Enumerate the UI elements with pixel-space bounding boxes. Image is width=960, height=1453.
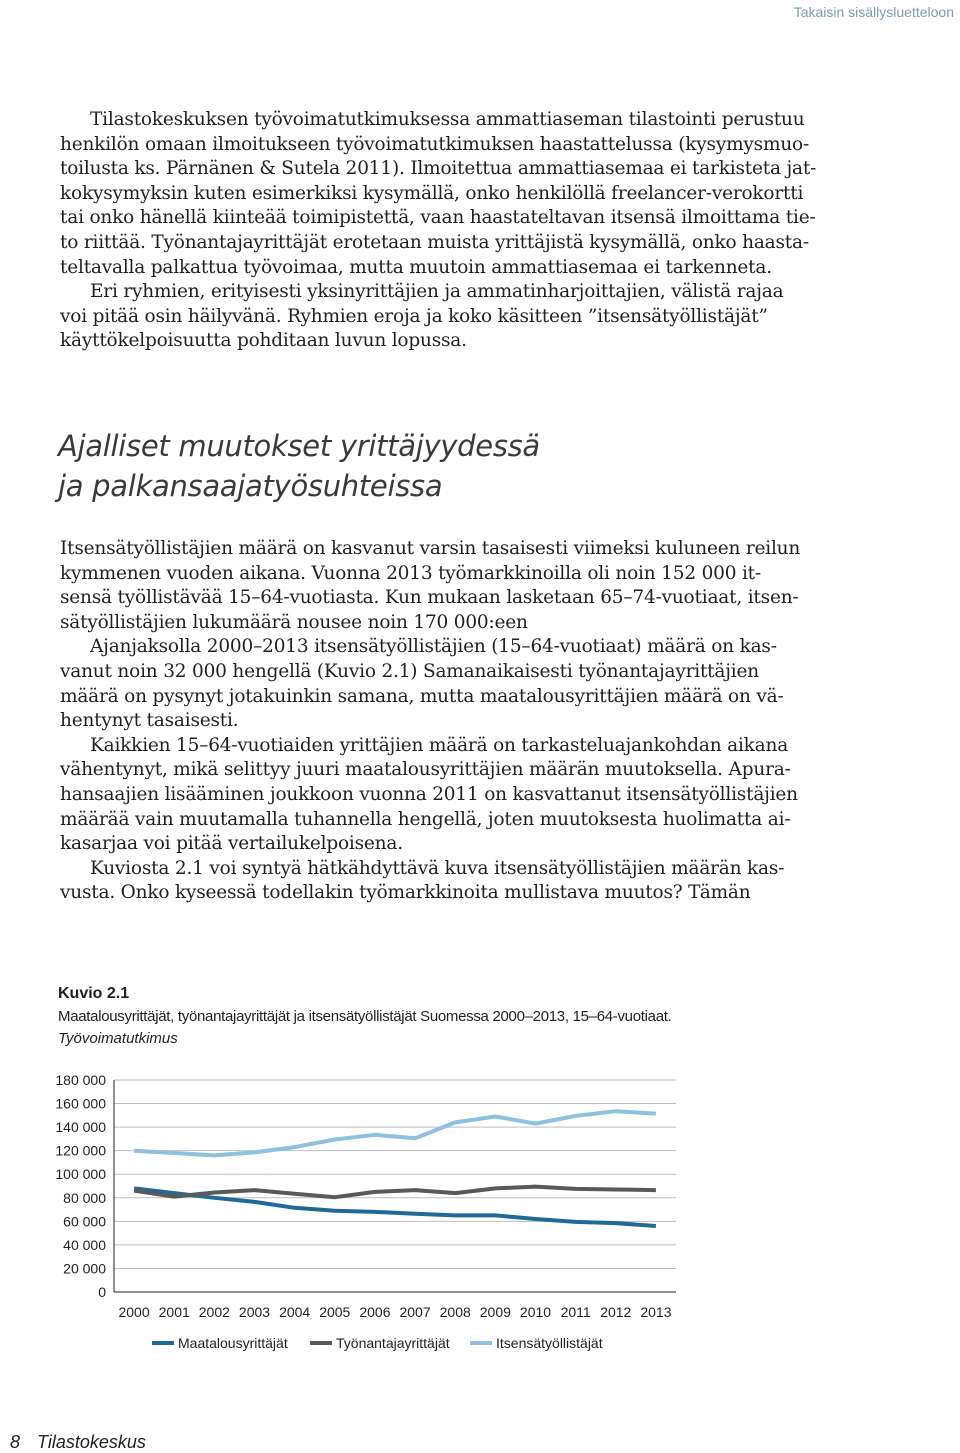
text-line: kymmenen vuoden aikana. Vuonna 2013 työmarkkinoilla oli noin 152 000 it-: [60, 562, 761, 584]
text-line: vusta. Onko kyseessä todellakin työmarkkinoita mullistava muutos? Tämän: [60, 882, 751, 904]
x-tick-label: 2003: [238, 1304, 271, 1320]
line-chart: [0, 1060, 720, 1370]
figure-caption: Maatalousyrittäjät, työnantajayrittäjät ja itsensätyöllistäjät Suomessa 2000–2013, 15–64-vuotiaat.: [58, 1008, 672, 1025]
x-tick-label: 2007: [399, 1304, 431, 1320]
text-line: kasarjaa voi pitää vertailukelpoisena.: [60, 833, 403, 855]
page-footer: [10, 1432, 146, 1453]
x-tick-label: 2008: [439, 1304, 471, 1320]
y-tick-label: 80 000: [63, 1189, 106, 1206]
text-line: sensä työllistävää 15–64-vuotiasta. Kun mukaan lasketaan 65–74-vuotiaat, itsen-: [60, 587, 799, 609]
figure-number: Kuvio 2.1: [58, 985, 130, 1002]
text-line: hentynyt tasaisesti.: [60, 710, 239, 732]
x-tick-label: 2002: [198, 1304, 230, 1320]
text-line: Itsensätyöllistäjien määrä on kasvanut varsin tasaisesti viimeksi kuluneen reilun: [60, 538, 801, 559]
text-line: määrä on pysynyt jotakuinkin samana, mutta maatalousyrittäjien määrä on vä-: [60, 685, 784, 707]
text-line: vähentynyt, mikä selittyy juuri maatalousyrittäjien määrän muutoksella. Apura-: [60, 759, 791, 781]
text-line: sätyöllistäjien lukumäärä nousee noin 170 000:een: [60, 611, 528, 633]
text-line: voi pitää osin häilyvänä. Ryhmien eroja ja koko käsitteen ”itsensätyöllistäjät”: [60, 305, 768, 327]
x-tick-label: 2000: [118, 1304, 150, 1320]
text-line: käyttökelpoisuutta pohditaan luvun lopussa.: [60, 330, 467, 352]
x-tick-label: 2006: [359, 1304, 391, 1320]
page-number: 8: [10, 1432, 21, 1452]
x-tick-label: 2010: [519, 1304, 552, 1320]
text-line: määrää vain muutamalla tuhannella hengellä, joten muutoksesta huolimatta ai-: [60, 808, 791, 830]
x-tick-label: 2005: [319, 1304, 351, 1320]
y-tick-label: 0: [98, 1284, 106, 1300]
legend-label: Itsensätyöllistäjät: [496, 1335, 603, 1351]
legend-label: Työnantajayrittäjät: [336, 1335, 450, 1351]
x-tick-label: 2012: [600, 1304, 632, 1320]
y-tick-label: 140 000: [55, 1119, 106, 1136]
series-line: [134, 1111, 656, 1155]
text-line: Eri ryhmien, erityisesti yksinyrittäjien ja ammatinharjoittajien, välistä rajaa: [90, 281, 784, 303]
section-heading-line: Ajalliset muutokset yrittäjyydessä: [58, 429, 540, 463]
body-paragraph: [60, 537, 822, 906]
text-line: Ajanjaksolla 2000–2013 itsensätyöllistäjien (15–64-vuotiaat) määrä on kas-: [90, 636, 777, 658]
text-line: to riittää. Työnantajayrittäjät erotetaan muista yrittäjistä kysymällä, onko haasta-: [60, 231, 809, 253]
section-heading: [58, 426, 540, 506]
text-line: tai onko hänellä kiinteää toimipistettä, vaan haastateltavan itsensä ilmoittama tie-: [60, 207, 816, 229]
legend-label: Maatalousyrittäjät: [178, 1335, 288, 1351]
text-line: teltavalla palkattua työvoimaa, mutta muutoin ammattiasemaa ei tarkenneta.: [60, 256, 772, 278]
text-line: vanut noin 32 000 hengellä (Kuvio 2.1) Samanaikaisesti työnantajayrittäjien: [60, 660, 759, 682]
text-line: hansaajien lisääminen joukkoon vuonna 2011 on kasvattanut itsensätyöllistäjien: [60, 783, 798, 805]
text-line: henkilön omaan ilmoitukseen työvoimatutkimuksen haastattelussa (kysymysmuo-: [60, 133, 810, 155]
text-line: toilusta ks. Pärnänen & Sutela 2011). Ilmoitettua ammattiasemaa ei tarkisteta jat-: [60, 158, 817, 180]
text-line: Kuviosta 2.1 voi syntyä hätkähdyttävä kuva itsensätyöllistäjien määrän kas-: [90, 857, 785, 879]
x-tick-label: 2013: [640, 1304, 672, 1320]
back-to-contents-link[interactable]: Takaisin sisällysluetteloon: [793, 4, 954, 20]
section-heading-line: ja palkansaajatyösuhteissa: [58, 469, 443, 503]
y-tick-label: 20 000: [63, 1260, 106, 1277]
y-tick-label: 120 000: [55, 1142, 106, 1159]
publisher-name: Tilastokeskus: [37, 1432, 146, 1452]
y-tick-label: 180 000: [55, 1072, 106, 1088]
text-line: Kaikkien 15–64-vuotiaiden yrittäjien määrä on tarkasteluajankohdan aikana: [90, 734, 789, 756]
figure-source: Työvoimatutkimus: [58, 1030, 178, 1047]
x-tick-label: 2009: [479, 1304, 511, 1320]
y-tick-label: 160 000: [55, 1095, 106, 1112]
x-tick-label: 2004: [279, 1304, 311, 1320]
intro-paragraph: [60, 108, 822, 354]
y-tick-label: 40 000: [63, 1236, 106, 1253]
text-line: Tilastokeskuksen työvoimatutkimuksessa ammattiaseman tilastointi perustuu: [90, 109, 805, 130]
x-tick-label: 2011: [560, 1304, 591, 1320]
y-tick-label: 60 000: [63, 1213, 106, 1230]
y-tick-label: 100 000: [55, 1166, 106, 1183]
x-tick-label: 2001: [158, 1304, 190, 1320]
text-line: kokysymyksin kuten esimerkiksi kysymällä, onko henkilöllä freelancer-verokortti: [60, 182, 804, 204]
